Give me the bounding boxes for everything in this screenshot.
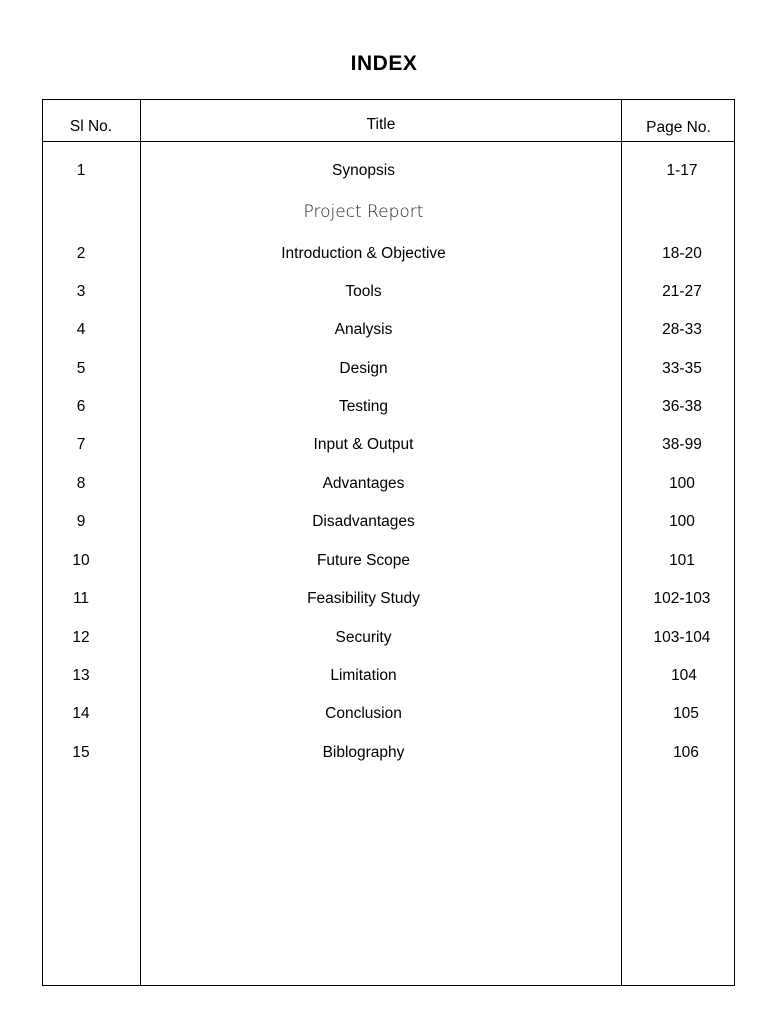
row-title: Feasibility Study (307, 590, 420, 607)
column-header-title: Title (366, 116, 396, 133)
row-title: Security (335, 629, 392, 646)
row-sl-no: 9 (76, 513, 86, 530)
row-page-no: 36-38 (662, 398, 702, 415)
row-sl-no: 2 (76, 245, 86, 262)
row-page-no: 105 (673, 705, 699, 722)
row-sl-no: 15 (72, 744, 90, 761)
row-title: Advantages (322, 475, 405, 492)
section-subheading: Project Report (303, 202, 424, 222)
row-title: Future Scope (316, 552, 411, 569)
row-sl-no: 7 (76, 436, 86, 453)
row-page-no: 102-103 (653, 590, 711, 607)
column-divider-2 (621, 99, 622, 986)
column-header-sl-no: Sl No. (69, 118, 113, 135)
row-page-no: 100 (669, 513, 695, 530)
row-sl-no: 4 (76, 321, 86, 338)
row-page-no: 33-35 (662, 360, 702, 377)
table-border (42, 99, 735, 986)
row-sl-no: 5 (76, 360, 86, 377)
row-sl-no: 1 (76, 162, 86, 179)
page-title: INDEX (350, 52, 418, 75)
row-title: Conclusion (325, 705, 402, 722)
row-sl-no: 13 (72, 667, 90, 684)
row-page-no: 28-33 (662, 321, 702, 338)
row-page-no: 18-20 (662, 245, 702, 262)
row-title: Limitation (330, 667, 397, 684)
row-title: Tools (345, 283, 382, 300)
row-page-no: 103-104 (653, 629, 711, 646)
row-page-no: 21-27 (662, 283, 702, 300)
row-page-no: 38-99 (662, 436, 702, 453)
row-title: Testing (338, 398, 389, 415)
row-page-no: 106 (673, 744, 699, 761)
row-sl-no: 3 (76, 283, 86, 300)
row-sl-no: 10 (72, 552, 90, 569)
column-divider-1 (140, 99, 141, 986)
row-sl-no: 11 (72, 590, 90, 607)
row-sl-no: 12 (72, 629, 90, 646)
row-page-no: 1-17 (666, 162, 698, 179)
row-sl-no: 8 (76, 475, 86, 492)
column-header-page-no: Page No. (646, 119, 711, 136)
row-title: Design (339, 360, 388, 377)
row-page-no: 101 (669, 552, 695, 569)
row-sl-no: 14 (72, 705, 90, 722)
row-title: Disadvantages (312, 513, 415, 530)
row-title: Input & Output (313, 436, 414, 453)
row-title: Introduction & Objective (281, 245, 446, 262)
header-divider (42, 141, 735, 142)
row-sl-no: 6 (76, 398, 86, 415)
row-title: Analysis (334, 321, 393, 338)
row-page-no: 100 (669, 475, 695, 492)
row-page-no: 104 (671, 667, 697, 684)
row-title: Biblography (322, 744, 405, 761)
row-title: Synopsis (332, 162, 395, 179)
